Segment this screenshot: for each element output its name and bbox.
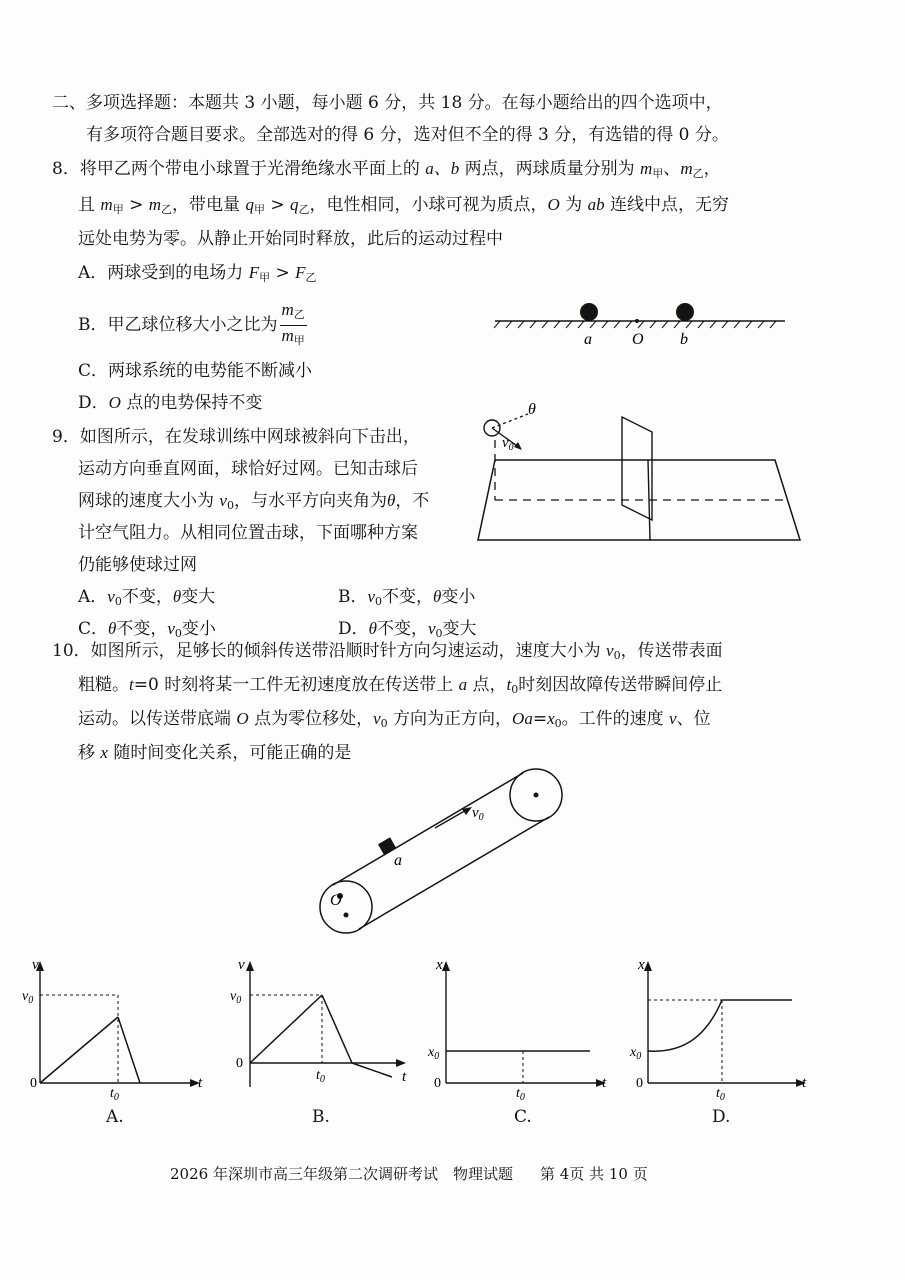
ball-yi <box>676 303 694 321</box>
q10-line1: 10．如图所示，足够长的倾斜传送带沿顺时针方向匀速运动，速度大小为 $v_0$，传送带表面 <box>52 641 723 662</box>
q9-line5: 仍能够使球过网 <box>78 555 197 575</box>
label-belt-v0: $v_0$ <box>472 805 484 823</box>
q8-line2: 且 $m_甲 > m_乙$，带电量 $q_甲 > q_乙$，电性相同，小球可视为质点，O 为 ab 连线中点，无穷 <box>78 195 729 216</box>
q10-line2: 粗糙。t=0 时刻将某一工件无初速度放在传送带上 a 点，$t_0$时刻因故障传送带瞬间停止 <box>78 675 723 696</box>
q8-line3: 远处电势为零。从静止开始同时释放，此后的运动过程中 <box>78 229 503 249</box>
page-number: 第 4页 共 10 页 <box>540 1165 648 1183</box>
svg-text:t: t <box>402 1069 407 1085</box>
graph-c <box>428 955 610 1103</box>
q8-option-c: C．两球系统的电势能不断减小 <box>78 361 313 381</box>
q9-option-b: B．$v_0$不变，θ变小 <box>338 587 476 608</box>
svg-text:0: 0 <box>636 1076 643 1091</box>
label-theta: θ <box>528 401 536 418</box>
q8-option-d: D．O 点的电势保持不变 <box>78 393 263 413</box>
svg-text:x: x <box>638 957 645 973</box>
label-point-o: O <box>330 892 342 909</box>
svg-text:0: 0 <box>30 1076 37 1091</box>
q10-line4: 移 x 随时间变化关系，可能正确的是 <box>78 743 352 763</box>
svg-text:t0: $t_0$ <box>516 1086 525 1103</box>
q9-option-d: D．θ不变，$v_0$变大 <box>338 619 477 640</box>
q9-line4: 计空气阻力。从相同位置击球，下面哪种方案 <box>78 523 418 543</box>
q9-option-c: C．θ不变，$v_0$变小 <box>78 619 216 640</box>
belt-top <box>333 773 523 885</box>
label-point-a: a <box>394 852 402 869</box>
svg-text:x0: $x_0$ <box>630 1045 642 1062</box>
svg-text:x0: $x_0$ <box>428 1045 440 1062</box>
q8-option-b: B．甲乙球位移大小之比为 $\frac{m_乙}{m_甲}$ <box>78 300 307 351</box>
graph-d-label: D. <box>712 1107 731 1127</box>
net <box>622 417 652 520</box>
label-v0: $v_0$ <box>502 435 514 453</box>
exam-title: 2026 年深圳市高三年级第二次调研考试 物理试题 <box>170 1165 513 1183</box>
svg-text:v0: $v_0$ <box>230 989 242 1006</box>
graph-d <box>630 955 810 1103</box>
q9-line2: 运动方向垂直网面，球恰好过网。已知击球后 <box>78 459 418 479</box>
q8-option-a: A．两球受到的电场力 $F_甲 > F_乙$ <box>78 263 317 284</box>
svg-text:t: t <box>602 1075 607 1091</box>
graph-b <box>230 955 410 1095</box>
section-title: 二、多项选择题：本题共 3 小题，每小题 6 分，共 18 分。在每小题给出的四个选项中， <box>52 93 723 113</box>
graph-c-label: C. <box>514 1107 532 1127</box>
q9-tennis-figure <box>470 400 800 550</box>
svg-text:t0: $t_0$ <box>316 1068 325 1085</box>
section-instructions: 有多项符合题目要求。全部选对的得 6 分，选对但不全的得 3 分，有选错的得 0 分。 <box>86 125 729 145</box>
belt-bottom <box>359 817 549 929</box>
graph-a <box>22 955 203 1103</box>
svg-text:v: v <box>238 957 245 973</box>
q10-line3: 运动。以传送带底端 O 点为零位移处，$v_0$ 方向为正方向，$Oa=x_0$。工件的速度 v、位 <box>78 709 711 730</box>
svg-text:v0: $v_0$ <box>22 989 34 1006</box>
q8-line1: 8．将甲乙两个带电小球置于光滑绝缘水平面上的 a、b 两点，两球质量分别为 $m_甲$、$m_乙$， <box>52 159 721 180</box>
q8-ball-figure <box>490 295 790 355</box>
svg-text:0: 0 <box>236 1056 243 1071</box>
svg-text:0: 0 <box>434 1076 441 1091</box>
label-a: a <box>584 331 592 348</box>
svg-text:t: t <box>802 1075 807 1091</box>
svg-text:t: t <box>198 1075 203 1091</box>
q10-conveyor-figure <box>310 765 590 945</box>
label-o: O <box>632 331 644 348</box>
midpoint-o <box>635 319 639 323</box>
q9-line1: 9．如图所示，在发球训练中网球被斜向下击出， <box>52 427 420 447</box>
graph-b-label: B. <box>312 1107 330 1127</box>
svg-text:t0: $t_0$ <box>110 1086 119 1103</box>
svg-text:x: x <box>436 957 443 973</box>
q9-option-a: A．$v_0$不变，θ变大 <box>78 587 216 608</box>
q9-line3: 网球的速度大小为 $v_0$，与水平方向夹角为θ，不 <box>78 491 430 512</box>
graph-a-label: A. <box>106 1107 124 1127</box>
label-b: b <box>680 331 688 348</box>
svg-text:t0: $t_0$ <box>716 1086 725 1103</box>
svg-text:v: v <box>32 957 39 973</box>
mass-ratio-fraction: $\frac{m_乙}{m_甲}$ <box>281 300 305 347</box>
ball-jia <box>580 303 598 321</box>
